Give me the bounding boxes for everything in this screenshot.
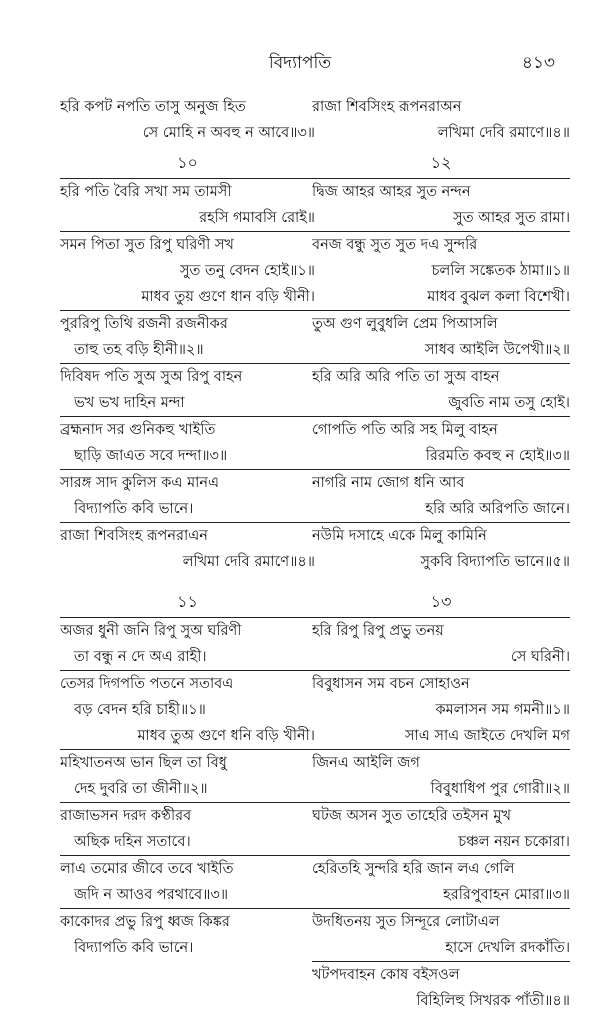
verse-line: ব্রহ্মনাদ সর গুনিকহু খাইতি — [60, 416, 315, 443]
verse-line: মাধব বুঝল কলা বিশেখী। — [427, 289, 570, 305]
verse-line: নাগরি নাম জোগ ধনি আব — [312, 469, 570, 496]
verse-line: রাজা শিবসিংহ রূপনরাএন — [60, 522, 315, 549]
verse-line: সুত আহর সুত রামা। — [453, 210, 570, 226]
verse-line: বনজ বন্ধু সুত সুত দএ সুন্দরি — [312, 231, 570, 258]
verse-line: বড় বেদন হরি চাহী॥১॥ — [74, 702, 206, 718]
verse-line: হাসে দেখলি রদকাঁতি। — [445, 940, 570, 956]
verse-line: জিনএ আইলি জগ — [312, 749, 570, 776]
verse-line: ঘটজ অসন সুত তাহেরি তইসন মুখ — [312, 802, 570, 829]
verse-line: সে ঘরিনী। — [510, 649, 570, 665]
verse-line: সে মোহি ন অবহু ন আবে॥৩॥ — [142, 125, 315, 141]
verse-line: দিবিষদ পতি সুঅ সুঅ রিপু বাহন — [60, 363, 315, 390]
section-number-13: ১৩ — [430, 592, 452, 611]
verse-line: দেহ দুবরি তা জীনী॥২॥ — [74, 781, 208, 797]
verse-line: হেরিতহি সুন্দরি হরি জান লএ গেলি — [312, 855, 570, 882]
verse-line: লাএ তমোর জীবে তবে খাইতি — [60, 855, 315, 882]
verse-line: রিরমতি কবহু ন হোই॥৩॥ — [425, 448, 570, 464]
verse-line: পুররিপু তিথি রজনী রজনীকর — [60, 310, 315, 337]
verse-line: লখিমা দেবি রমাণে॥৪॥ — [437, 125, 570, 141]
verse-line: বিবুধাসন সম বচন সোহাওন — [312, 670, 570, 697]
verse-line: সারঙ্গ সাদ কুলিস কএ মানএ — [60, 469, 315, 496]
verse-line: সমন পিতা সুত রিপু ঘরিণী সখ — [60, 231, 315, 258]
page-number: ৪১৩ — [521, 53, 555, 73]
right-column — [312, 94, 570, 1014]
verse-line: বিবুধাধিপ পুর গোরী॥২॥ — [430, 781, 570, 797]
verse-line: অছিক দহিন সতাবে। — [74, 834, 191, 850]
verse-line: তুঅ গুণ লুবুধলি প্রেম পিআসলি — [312, 310, 570, 337]
section-number-12: ১২ — [430, 153, 452, 172]
verse-line: হররিপুবাহন মোরা॥৩॥ — [443, 887, 570, 903]
verse-line: তেসর দিগপতি পতনে সতাবএ — [60, 670, 315, 697]
section-number-10: ১০ — [177, 153, 198, 172]
verse-line: নউমি দসাহে একে মিলু কামিনি — [312, 522, 570, 549]
verse-line: রহসি গমাবসি রোই॥ — [199, 210, 315, 226]
verse-line: ছাড়ি জাএত সবে দন্দা॥৩॥ — [74, 448, 228, 464]
verse-line: উদধিতনয় সুত সিন্দূরে লোটাএল — [312, 908, 570, 935]
verse-line: অজর ধুনী জনি রিপু সুঅ ঘরিণী — [60, 617, 315, 644]
verse-line: তা বন্ধু ন দে অএ রাহী। — [74, 649, 207, 665]
verse-line: রাজাভসন দরদ কণ্ঠীরব — [60, 802, 315, 829]
verse-line: বিহিলিহু সিখরক পাঁতী॥৪॥ — [416, 993, 570, 1009]
left-column — [60, 94, 315, 961]
verse-line: সুকবি বিদ্যাপতি ভানে॥৫॥ — [420, 554, 570, 570]
verse-line: গোপতি পতি অরি সহ মিলু বাহন — [312, 416, 570, 443]
verse-line: সাধব আইলি উপেখী॥২॥ — [424, 342, 570, 358]
verse-line: কাকোদর প্রভু রিপু ধ্বজ কিঙ্কর — [60, 908, 315, 935]
verse-line: বিদ্যাপতি কবি ভানে। — [74, 940, 194, 956]
verse-line: রাজা শিবসিংহ রূপনরাঅন — [312, 99, 462, 115]
verse-line: সাএ সাএ জাইতে দেখলি মগ — [404, 728, 570, 744]
verse-line: কমলাসন সম গমনী॥১॥ — [435, 702, 570, 718]
verse-line: খটপদবাহন কোষ বইসওল — [312, 961, 570, 988]
verse-line: হরি কপট নপতি তাসু অনুজ হিত — [60, 99, 246, 115]
running-title: বিদ্যাপতি — [268, 53, 332, 73]
verse-line: মহিখাতনঅ ভান ছিল তা বিধু — [60, 749, 315, 776]
verse-line: ভখ ভখ দাহিন মন্দা — [74, 395, 185, 411]
verse-line: দ্বিজ আহর আহর সুত নন্দন — [312, 178, 570, 205]
verse-line: সুত তনু বেদন হোই॥১॥ — [179, 263, 315, 279]
verse-line: লখিমা দেবি রমাণে॥৪॥ — [182, 554, 315, 570]
verse-line: হরি পতি বৈরি সখা সম তামসী — [60, 178, 315, 205]
verse-line: হরি অরি অরিপতি জানে। — [425, 501, 570, 517]
verse-line: হরি অরি অরি পতি তা সুঅ বাহন — [312, 363, 570, 390]
verse-line: তাহু তহ বড়ি হীনী॥২॥ — [74, 342, 204, 358]
section-number-11: ১১ — [177, 592, 198, 611]
verse-line: মাধব তুয় গুণে ধান বড়ি খীনী। — [141, 289, 315, 305]
verse-line: জুবতি নাম তসু হোই। — [448, 395, 570, 411]
verse-line: মাধব তুঅ গুণে ধনি বড়ি খীনী। — [137, 728, 315, 744]
page-header — [0, 50, 600, 80]
verse-line: চললি সঙ্কেতক ঠামা॥১॥ — [431, 263, 570, 279]
verse-line: বিদ্যাপতি কবি ভানে। — [74, 501, 194, 517]
verse-line: জদি ন আওব পরথাবে॥৩॥ — [74, 887, 229, 903]
verse-line: হরি রিপু রিপু প্রভু তনয় — [312, 617, 570, 644]
verse-line: চঞ্চল নয়ন চকোরা। — [458, 834, 570, 850]
